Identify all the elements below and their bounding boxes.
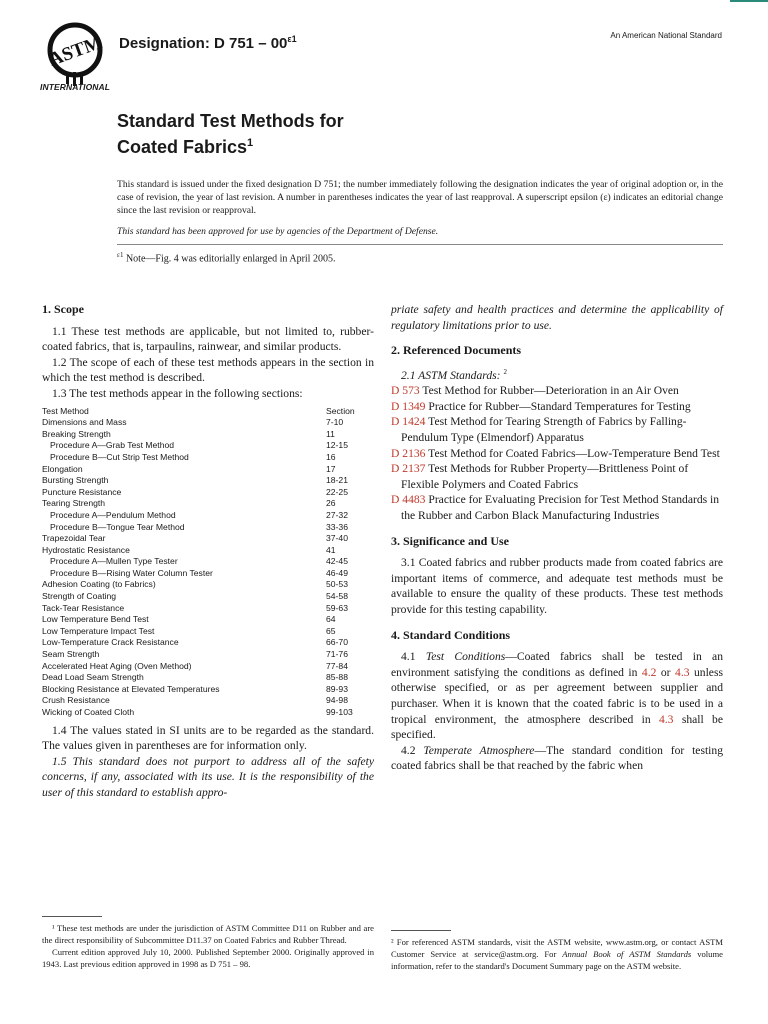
issued-statement: This standard is issued under the fixed designation D 751; the number immediately following the designation indicates the year of original adoption or, in the case of revision, the year of last revision. A number in parentheses indicates the year of last reapproval. A superscript epsilon (ε) indicates an editorial change since the last revision or reapproval. — [117, 179, 723, 216]
table-cell-method: Procedure A—Grab Test Method — [50, 440, 175, 451]
table-cell-section: 37-40 — [326, 533, 348, 544]
table-header — [42, 406, 374, 418]
table-row — [42, 452, 374, 464]
table-cell-method: Tearing Strength — [42, 498, 106, 509]
table-cell-method: Low-Temperature Crack Resistance — [42, 637, 179, 648]
reference-link[interactable]: D 2136 — [391, 446, 426, 460]
table-row — [42, 545, 374, 557]
table-cell-method: Procedure B—Cut Strip Test Method — [50, 451, 189, 462]
reference-item — [391, 383, 723, 399]
link-section-4-3-b[interactable]: 4.3 — [658, 712, 674, 726]
reference-title: Test Method for Coated Fabrics—Low-Temperature Bend Test — [428, 446, 720, 460]
table-cell-method: Wicking of Coated Cloth — [42, 707, 135, 717]
table-cell-method: Elongation — [42, 463, 83, 474]
para-1-2: 1.2 The scope of each of these test methods appears in the section in which the test method is described. — [42, 355, 374, 385]
table-cell-section: 54-58 — [326, 591, 348, 602]
table-cell-section: 94-98 — [326, 695, 348, 706]
referenced-standards-list — [391, 383, 723, 523]
table-row — [42, 707, 374, 719]
editorial-note — [117, 251, 335, 264]
footnote-1 — [42, 922, 374, 970]
reference-link[interactable]: D 1424 — [391, 415, 426, 429]
section-heading-scope: 1. Scope — [42, 302, 84, 316]
reference-title: Test Method for Tearing Strength of Fabrics by Falling-Pendulum Type (Elmendorf) Apparatus — [401, 415, 687, 445]
table-cell-section: 11 — [326, 428, 335, 439]
link-section-4-3[interactable]: 4.3 — [675, 665, 690, 679]
table-header-method: Test Method — [42, 405, 89, 416]
table-row — [42, 684, 374, 696]
table-row — [42, 533, 374, 545]
table-header-section: Section — [326, 405, 355, 416]
table-cell-method: Dimensions and Mass — [42, 417, 127, 428]
table-cell-method: Procedure B—Tongue Tear Method — [50, 521, 185, 532]
test-methods-table — [42, 406, 374, 719]
table-cell-section: 22-25 — [326, 486, 348, 497]
table-cell-section: 59-63 — [326, 602, 348, 613]
table-cell-section: 85-88 — [326, 672, 348, 683]
table-row — [42, 591, 374, 603]
table-cell-section: 26 — [326, 498, 336, 509]
logo-lettering: ASTM — [46, 32, 105, 71]
table-cell-method: Trapezoidal Tear — [42, 533, 106, 544]
table-cell-section: 65 — [326, 625, 336, 636]
table-row — [42, 637, 374, 649]
table-row — [42, 614, 374, 626]
footnote-divider-right — [391, 930, 451, 931]
reference-item — [391, 461, 723, 492]
table-row — [42, 626, 374, 638]
designation-sup: ε1 — [287, 34, 297, 44]
table-cell-method: Puncture Resistance — [42, 486, 122, 497]
section-heading-significance: 3. Significance and Use — [391, 533, 510, 548]
table-cell-method: Adhesion Coating (to Fabrics) — [42, 579, 156, 590]
right-column — [391, 302, 723, 774]
title-line-1: Standard Test Methods for — [117, 111, 344, 131]
title-line-2: Coated Fabrics$^1$ — [117, 137, 254, 157]
table-cell-method: Procedure A—Mullen Type Tester — [50, 556, 178, 567]
reference-item — [391, 492, 723, 523]
table-cell-section: 18-21 — [326, 475, 348, 486]
note-mark: ε1 — [117, 251, 124, 259]
reference-item — [391, 399, 723, 415]
table-cell-section: 41 — [326, 544, 336, 555]
table-cell-method: Seam Strength — [42, 649, 100, 660]
reference-title: Test Method for Rubber—Deterioration in an Air Oven — [422, 384, 679, 398]
section-heading-standard-conditions: 4. Standard Conditions — [391, 627, 511, 642]
footnote-1-text: ¹ These test methods are under the jurisdiction of ASTM Committee D11 on Rubber and are the direct responsibility of Subcommittee D11.37 on Coated Fabrics and Rubber Thread. — [42, 923, 374, 945]
para-1-5-continued: priate safety and health practices and determine the applicability of regulatory limitations prior to use. — [391, 303, 723, 332]
table-row — [42, 417, 374, 429]
table-row — [42, 649, 374, 661]
table-cell-section: 71-76 — [326, 649, 348, 660]
table-cell-method: Low Temperature Impact Test — [42, 625, 155, 636]
reference-link[interactable]: D 1349 — [391, 399, 426, 413]
table-cell-section: 12-15 — [326, 440, 348, 451]
para-1-3: 1.3 The test methods appear in the following sections: — [52, 386, 303, 400]
table-cell-method: Procedure A—Pendulum Method — [50, 509, 176, 520]
table-cell-method: Bursting Strength — [42, 475, 109, 486]
section-heading-referenced-documents: 2. Referenced Documents — [391, 343, 522, 358]
table-row — [42, 556, 374, 568]
reference-item — [391, 446, 723, 462]
table-cell-section: 46-49 — [326, 567, 348, 578]
table-cell-section: 99-103 — [326, 707, 353, 717]
table-row — [42, 429, 374, 441]
table-cell-section: 77-84 — [326, 660, 348, 671]
para-2-1: 2.1 ASTM Standards: $^2$ — [401, 367, 507, 382]
para-1-4: 1.4 The values stated in SI units are to be regarded as the standard. The values given in parentheses are for information only. — [42, 723, 374, 753]
footnote-2: ² For referenced ASTM standards, visit the ASTM website, www.astm.org, or contact ASTM Customer Service at service@astm.org. For Annual Book of ASTM Standards volume information, refer to the standard's Document Summary page on the ASTM website. — [391, 937, 723, 971]
table-cell-method: Strength of Coating — [42, 591, 117, 602]
table-cell-method: Breaking Strength — [42, 428, 111, 439]
national-standard-label: An American National Standard — [610, 31, 722, 40]
reference-link[interactable]: D 4483 — [391, 493, 426, 507]
designation-text: Designation: D 751 – 00 — [119, 35, 288, 52]
table-row — [42, 510, 374, 522]
table-cell-method: Tack-Tear Resistance — [42, 602, 125, 613]
table-row — [42, 522, 374, 534]
table-cell-section: 50-53 — [326, 579, 348, 590]
para-4-2: 4.2 Temperate Atmosphere—The standard condition for testing coated fabrics shall be that reached by the fabric when — [391, 743, 723, 773]
table-cell-method: Blocking Resistance at Elevated Temperatures — [42, 683, 220, 694]
para-1-1: 1.1 These test methods are applicable, but not limited to, rubber-coated fabrics, that is, tarpaulins, rainwear, and similar products. — [42, 324, 374, 354]
left-column — [42, 302, 374, 801]
para-4-1: 4.1 Test Conditions—Coated fabrics shall be tested in an environment satisfying the conditions as defined in 4.2 or 4.3 unless otherwise specified, or as per agreement between supplier and purchaser. When it is known that the coated fabric is to be used in a tropical environment, the atmosphere described in 4.3 shall be specified. — [391, 650, 724, 742]
table-cell-method: Crush Resistance — [42, 695, 110, 706]
page-title — [117, 110, 344, 158]
table-cell-method: Hydrostatic Resistance — [42, 544, 130, 555]
footnote-1-edition: Current edition approved July 10, 2000. Published September 2000. Originally approved in 1943. Last previous edition approved in 1998 as D 751 – 98. — [42, 947, 374, 969]
table-row — [42, 695, 374, 707]
table-row — [42, 568, 374, 580]
table-row — [42, 603, 374, 615]
reference-link[interactable]: D 573 — [391, 384, 420, 398]
table-cell-method: Accelerated Heat Aging (Oven Method) — [42, 660, 192, 671]
table-row — [42, 475, 374, 487]
reference-link[interactable]: D 2137 — [391, 462, 426, 476]
para-1-5: 1.5 This standard does not purport to address all of the safety concerns, if any, associated with its use. It is the responsibility of the user of this standard to establish appro- — [42, 754, 374, 799]
reference-item — [391, 414, 723, 445]
top-accent-bar — [730, 0, 768, 2]
title-footnote-mark: 1 — [247, 137, 254, 149]
designation — [119, 34, 297, 52]
table-row — [42, 672, 374, 684]
table-row — [42, 661, 374, 673]
footnote-divider-left — [42, 916, 102, 917]
table-cell-section: 42-45 — [326, 556, 348, 567]
table-row — [42, 579, 374, 591]
table-cell-section: 27-32 — [326, 509, 348, 520]
reference-title: Practice for Evaluating Precision for Test Method Standards in the Rubber and Carbon Black Manufacturing Industries — [401, 493, 720, 522]
international-label: INTERNATIONAL — [40, 82, 111, 92]
divider — [117, 244, 723, 245]
table-cell-section: 17 — [326, 463, 336, 474]
table-cell-section: 33-36 — [326, 521, 348, 532]
table-cell-section: 16 — [326, 451, 336, 462]
link-section-4-2[interactable]: 4.2 — [641, 665, 657, 679]
table-cell-section: 89-93 — [326, 683, 348, 694]
table-cell-section: 66-70 — [326, 637, 348, 648]
table-row — [42, 487, 374, 499]
table-cell-section: 7-10 — [326, 417, 344, 428]
note-text: Note—Fig. 4 was editorially enlarged in April 2005. — [125, 253, 336, 265]
table-row — [42, 498, 374, 510]
footnote-2-mark: 2 — [503, 367, 507, 376]
table-cell-method: Dead Load Seam Strength — [42, 672, 144, 683]
reference-title: Test Methods for Rubber Property—Brittleness Point of Flexible Polymers and Coated Fabrics — [401, 462, 689, 491]
table-cell-method: Low Temperature Bend Test — [42, 614, 149, 625]
dod-approval: This standard has been approved for use by agencies of the Department of Defense. — [117, 226, 439, 237]
reference-title: Practice for Rubber—Standard Temperatures for Testing — [428, 399, 691, 413]
table-row — [42, 464, 374, 476]
para-3-1: 3.1 Coated fabrics and rubber products made from coated fabrics are important items of commerce, and adequate test methods must be available to ensure the quality of these products. These test methods provide for this testing capability. — [391, 556, 723, 616]
table-cell-section: 64 — [326, 614, 336, 625]
table-row — [42, 440, 374, 452]
table-cell-method: Procedure B—Rising Water Column Tester — [50, 567, 213, 578]
